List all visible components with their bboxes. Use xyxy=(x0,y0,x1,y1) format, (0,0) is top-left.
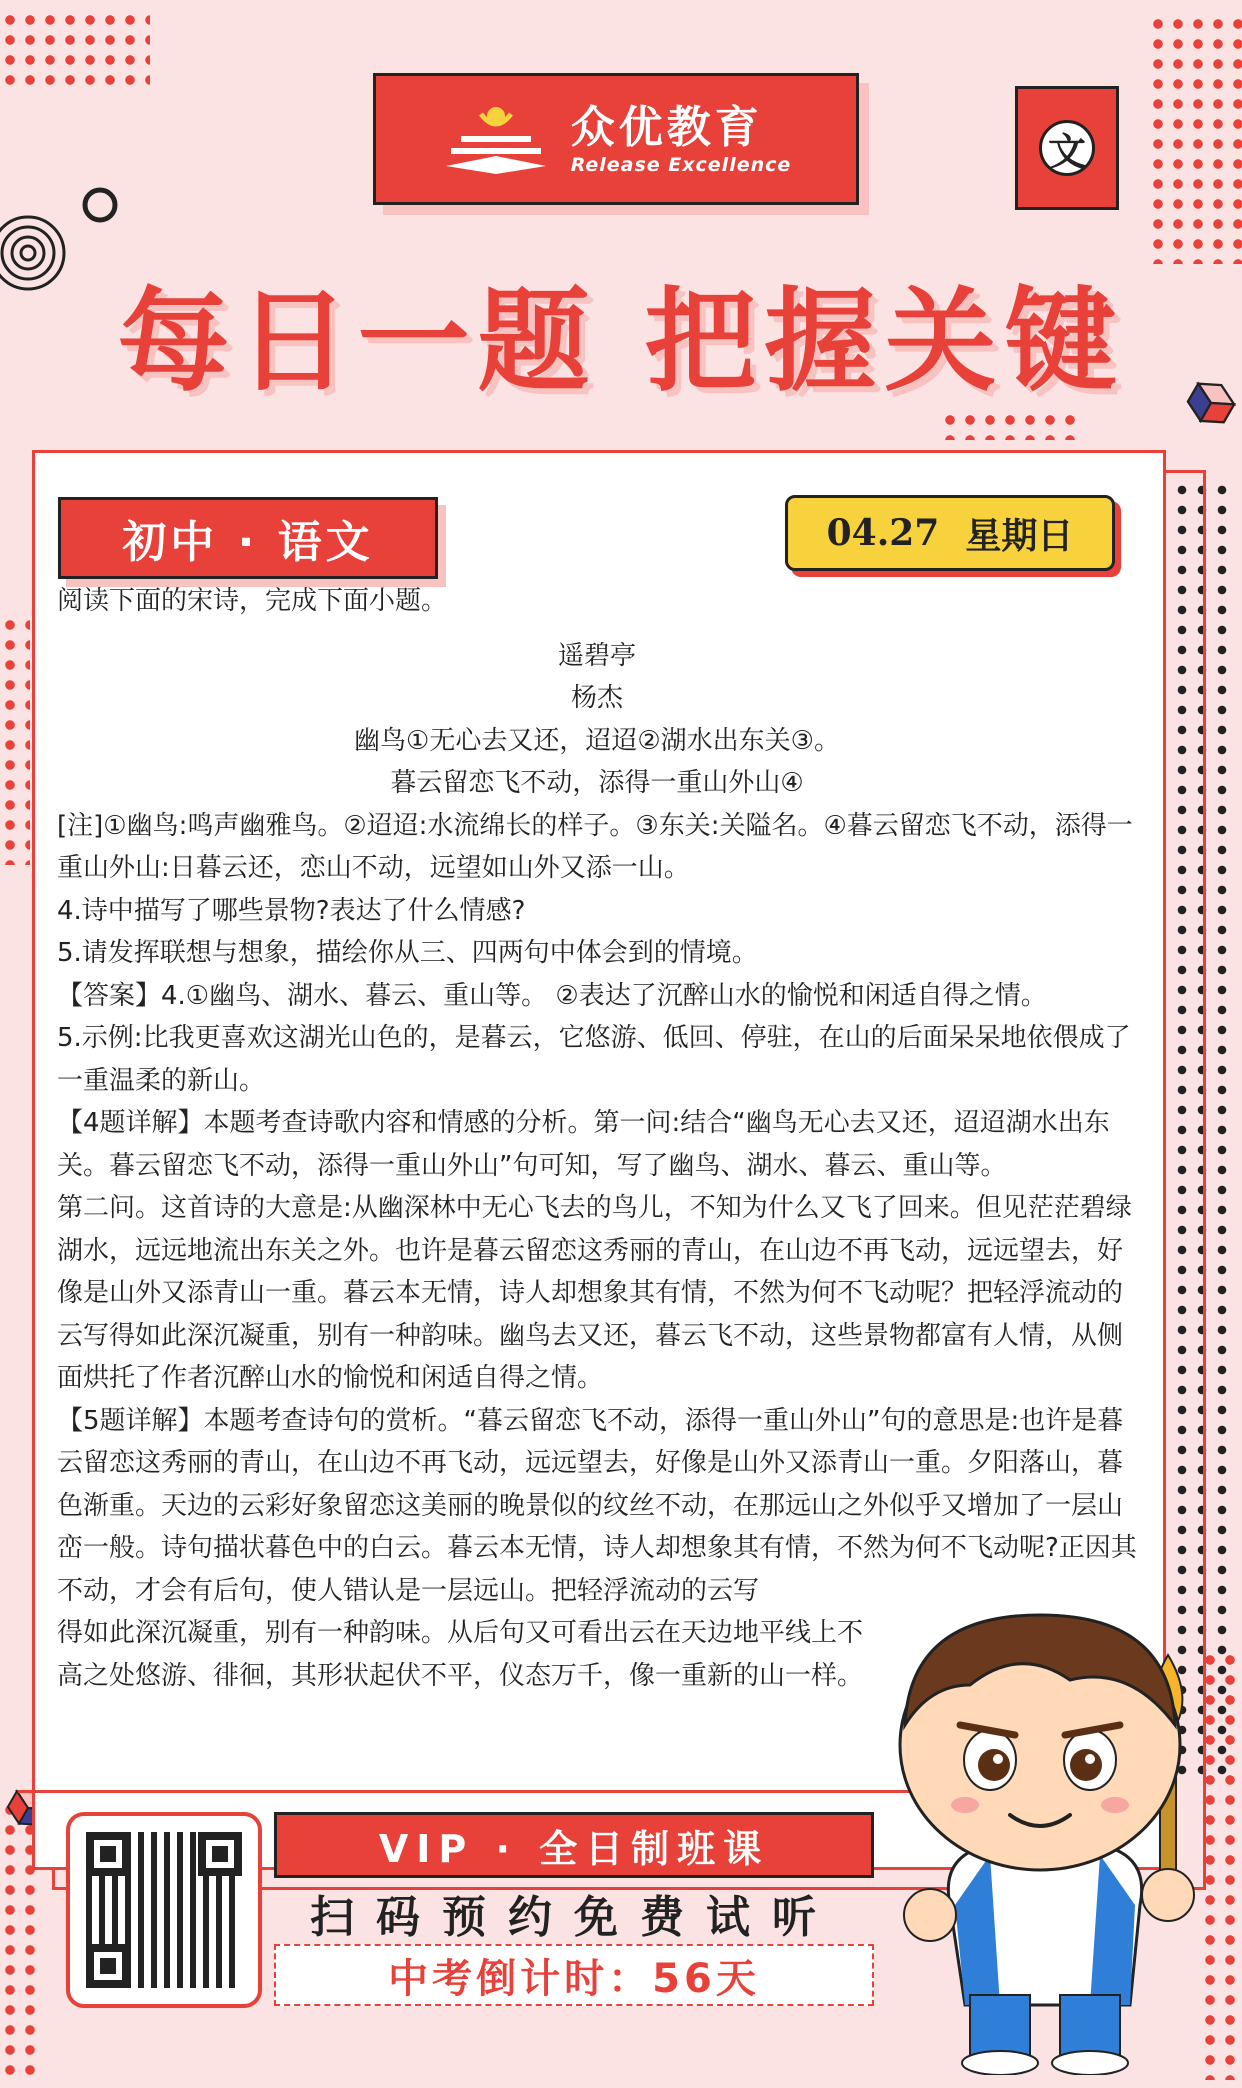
answer-4: 【答案】4.①幽鸟、湖水、暮云、重山等。 ②表达了沉醉山水的愉悦和闲适自得之情。 xyxy=(57,980,1047,1011)
scan-prompt: 扫码预约免费试听 xyxy=(310,1892,838,1943)
qr-pattern xyxy=(86,1832,242,1988)
detail-4-part2: 第二问。这首诗的大意是:从幽深林中无心飞去的鸟儿，不知为什么又飞了回来。但见茫茫碧绿湖水，远远地流出东关之外。也许是暮云留恋这秀丽的青山，在山边不再飞动，远远望去，好像是山外又添青山一重。暮云本无情，诗人却想象其有情，不然为何不飞动呢？把轻浮流动的云写得如此深沉凝重，别有一种韵味。幽鸟去又还，暮云飞不动，这些景物都富有人情，从侧面烘托了作者沉醉山水的愉悦和闲适自得之情。 xyxy=(57,1193,1132,1393)
qr-code[interactable] xyxy=(66,1812,262,2008)
date-day: 04.27 xyxy=(826,512,940,554)
detail-4: 【4题详解】本题考查诗歌内容和情感的分析。第一问:结合“幽鸟无心去又还，迢迢湖水出东关。暮云留恋飞不动，添得一重山外山”句可知，写了幽鸟、湖水、暮云、重山等。 xyxy=(57,1108,1110,1181)
question-4: 4.诗中描写了哪些景物?表达了什么情感? xyxy=(57,895,526,926)
decor-dots-mid-right xyxy=(940,410,1080,440)
detail-5-line3: 高之处悠游、徘徊，其形状起伏不平，仪态万千，像一重新的山一样。 xyxy=(57,1660,864,1691)
poem-author: 杨杰 xyxy=(570,683,623,713)
subject-mascot-badge xyxy=(1015,86,1119,210)
detail-5-line2: 得如此深沉凝重，别有一种韵味。从后句又可看出云在天边地平线上不 xyxy=(57,1618,864,1648)
intro-text: 阅读下面的宋诗，完成下面小题。 xyxy=(57,586,448,616)
subject-tag: 初中 · 语文 xyxy=(58,497,438,579)
detail-5: 【5题详解】本题考查诗句的赏析。“暮云留恋飞不动，添得一重山外山”句的意思是:也许是暮云留恋这秀丽的青山，在山边不再飞动，远远望去，好像是山外又添青山一重。夕阳落山，暮色渐重。天边的云彩好象留恋这美丽的晚景似的纹丝不动，在那远山之外似乎又增加了一层山峦一般。诗句描状暮色中的白云。暮云本无情，诗人却想象其有情，不然为何不飞动呢?正因其不动，才会有后句，使人错认是一层远山。把轻浮流动的云写 xyxy=(57,1405,1137,1606)
poem-line-2: 暮云留恋飞不动，添得一重山外山④ xyxy=(390,768,804,798)
brand-tagline: Release Excellence xyxy=(570,154,792,176)
poem-title: 遥碧亭 xyxy=(557,640,636,671)
decor-dots-top-right xyxy=(1148,14,1242,264)
poem-line-1: 幽鸟①无心去又还，迢迢②湖水出东关③。 xyxy=(354,725,840,756)
mascot-boy-icon xyxy=(870,1575,1210,2075)
vip-banner: VIP · 全日制班课 xyxy=(274,1812,874,1878)
page-slogan: 每日一题 把握关键 xyxy=(117,277,1125,407)
ring-icon xyxy=(80,185,120,225)
decor-dots-top-left xyxy=(0,10,150,90)
question-5: 5.请发挥联想与想象，描绘你从三、四两句中体会到的情境。 xyxy=(57,938,758,968)
brand-name: 众优教育 xyxy=(570,102,763,153)
subject-badge-text: 文 xyxy=(1039,120,1095,176)
decor-dots-left xyxy=(0,615,30,865)
brand-logo xyxy=(373,73,859,205)
question-content xyxy=(57,580,1137,1697)
date-weekday: 星期日 xyxy=(965,514,1074,557)
poem-note: [注]①幽鸟:鸣声幽雅鸟。②迢迢:水流绵长的样子。③东关:关隘名。④暮云留恋飞不动，添得一重山外山:日暮云还，恋山不动，远望如山外又添一山。 xyxy=(57,810,1133,883)
answer-5: 5.示例:比我更喜欢这湖光山色的，是暮云，它悠游、低回、停驻，在山的后面呆呆地依偎成了一重温柔的新山。 xyxy=(57,1023,1131,1096)
brand-mark-icon xyxy=(441,94,551,184)
date-tag xyxy=(785,495,1115,571)
exam-countdown: 中考倒计时：56天 xyxy=(274,1944,874,2006)
